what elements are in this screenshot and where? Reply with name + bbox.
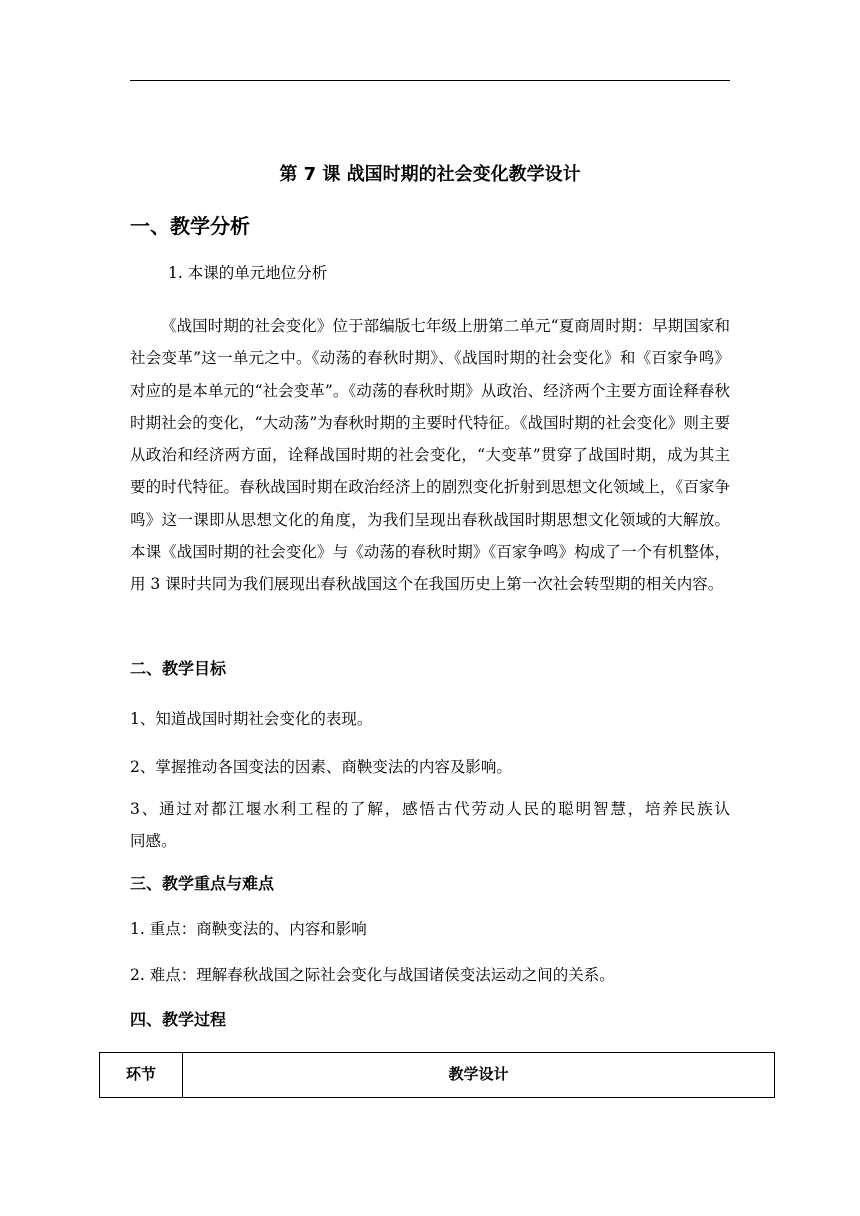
document-title: 第 7 课 战国时期的社会变化教学设计 (279, 164, 581, 185)
analysis-paragraph: 《战国时期的社会变化》位于部编版七年级上册第二单元“夏商周时期：早期国家和社会变革”这一单元之中。《动荡的春秋时期》、《战国时期的社会变化》和《百家争鸣》对应的是本单元的“社会变革”。《动荡的春秋时期》从政治、经济两个主要方面诠释春秋时期社会的变化，“大动荡”为春秋时期的主要时代特征。《战国时期的社会变化》则主要从政治和经济两方面，诠释战国时期的社会变化，“大变革”贯穿了战国时期，成为其主要的时代特征。春秋战国时期在政治经济上的剧烈变化折射到思想文化领域上，《百家争鸣》这一课即从思想文化的角度，为我们呈现出春秋战国时期思想文化领域的大解放。本课《战国时期的社会变化》与《动荡的春秋时期》《百家争鸣》构成了一个有机整体，用 3 课时共同为我们展现出春秋战国这个在我国历史上第一次社会转型期的相关内容。 (130, 317, 730, 594)
header-rule (130, 80, 730, 81)
section-heading-analysis: 一、教学分析 (130, 214, 250, 238)
difficulty-item: 2. 难点：理解春秋战国之际社会变化与战国诸侯变法运动之间的关系。 (130, 966, 615, 984)
key-point-item: 1. 重点：商鞅变法的、内容和影响 (130, 920, 367, 938)
section-heading-key-points: 三、教学重点与难点 (130, 874, 275, 893)
table-header-design: 教学设计 (183, 1053, 775, 1098)
objective-item-2: 2、掌握推动各国变法的因素、商鞅变法的内容及影响。 (130, 758, 512, 776)
objective-item-3-continued: 同感。 (130, 832, 177, 850)
objective-item-3: 3、通过对都江堰水利工程的了解，感悟古代劳动人民的聪明智慧，培养民族认 (130, 800, 730, 818)
section-heading-objectives: 二、教学目标 (130, 659, 227, 678)
table-header-row (100, 1053, 775, 1098)
subheading-unit-position: 1. 本课的单元地位分析 (168, 264, 328, 282)
objective-item-1: 1、知道战国时期社会变化的表现。 (130, 710, 373, 728)
section-heading-process: 四、教学过程 (130, 1010, 227, 1029)
table-header-stage: 环节 (100, 1053, 183, 1098)
teaching-process-table (99, 1052, 775, 1098)
